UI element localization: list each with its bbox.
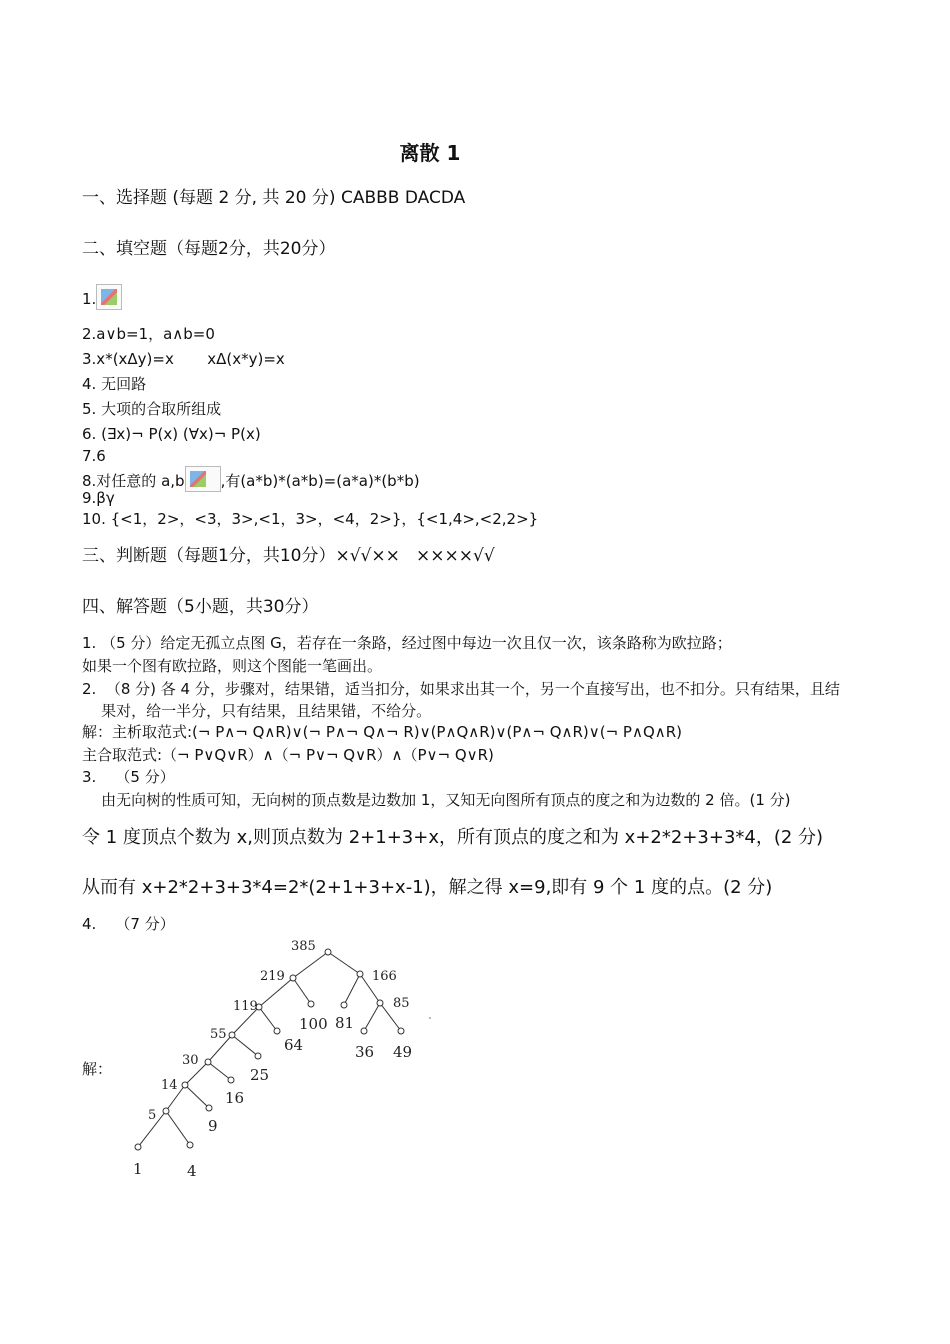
- fill-answer-10: 10. {<1，2>，<3，3>,<1，3>，<4，2>}，{<1,4>,<2,2>}: [82, 510, 539, 528]
- node-label-30: 30: [182, 1053, 199, 1068]
- section-choice: 一、选择题 (每题 2 分, 共 20 分) CABBB DACDA: [82, 188, 466, 208]
- q3-line-2: 由无向树的性质可知，无向树的顶点数是边数加 1，又知无向图所有顶点的度之和为边数的 2 倍。(1 分): [82, 791, 791, 809]
- tree-node: [398, 1028, 404, 1034]
- tree-node: [229, 1032, 235, 1038]
- tree-node: [325, 949, 331, 955]
- tree-node: [357, 971, 363, 977]
- tree-node: [308, 1001, 314, 1007]
- tree-node: [361, 1028, 367, 1034]
- section-judge: 三、判断题（每题1分，共10分）×√√×× ××××√√: [82, 546, 495, 566]
- node-label-49: 49: [393, 1043, 413, 1061]
- node-label-119: 119: [233, 999, 258, 1014]
- fill-answer-7: 7.6: [82, 447, 106, 465]
- node-label-219: 219: [260, 969, 285, 984]
- tree-node: [228, 1077, 234, 1083]
- fill-answer-5: 5. 大项的合取所组成: [82, 400, 222, 418]
- fill-answer-1-label: 1.: [82, 290, 97, 308]
- node-label-16: 16: [225, 1089, 245, 1107]
- fill-answer-8-suffix: ,有(a*b)*(a*b)=(a*a)*(b*b): [220, 472, 420, 490]
- node-label-385: 385: [291, 939, 316, 954]
- node-label-100: 100: [299, 1015, 328, 1033]
- fill-answer-6: 6. (∃x)¬ P(x) (∀x)¬ P(x): [82, 425, 261, 443]
- tree-node: [341, 1002, 347, 1008]
- tree-node: [205, 1059, 211, 1065]
- q1-line-2: 如果一个图有欧拉路，则这个图能一笔画出。: [82, 657, 383, 675]
- tree-node: [377, 1000, 383, 1006]
- q2-line-4: 主合取范式:（¬ P∨Q∨R）∧（¬ P∨¬ Q∨R）∧（P∨¬ Q∨R): [82, 746, 494, 764]
- node-label-1: 1: [133, 1160, 143, 1178]
- q4-line-1: 4. （7 分）: [82, 915, 175, 933]
- q1-line-1: 1. （5 分）给定无孤立点图 G，若存在一条路，经过图中每边一次且仅一次，该条路称为欧拉路；: [82, 634, 732, 652]
- node-label-81: 81: [335, 1014, 355, 1032]
- node-label-14: 14: [161, 1078, 178, 1093]
- node-label-64: 64: [284, 1036, 304, 1054]
- q3-line-3: 令 1 度顶点个数为 x,则顶点数为 2+1+3+x，所有顶点的度之和为 x+2*2+3+3*4，(2 分): [82, 827, 824, 848]
- q2-line-2: 果对，给一半分，只有结果，且结果错，不给分。: [82, 702, 432, 720]
- tree-node: [182, 1082, 188, 1088]
- q3-line-4: 从而有 x+2*2+3+3*4=2*(2+1+3+x-1)，解之得 x=9,即有 9 个 1 度的点。(2 分): [82, 877, 773, 898]
- q2-line-1: 2. （8 分) 各 4 分，步骤对，结果错，适当扣分，如果求出其一个，另一个直接写出，也不扣分。只有结果，且结: [82, 680, 840, 698]
- q2-line-3: 解：主析取范式:(¬ P∧¬ Q∧R)∨(¬ P∧¬ Q∧¬ R)∨(P∧Q∧R)∨(P∧¬ Q∧R)∨(¬ P∧Q∧R): [82, 723, 683, 741]
- document-title: 离散 1: [399, 141, 461, 165]
- q3-line-1: 3. （5 分）: [82, 768, 175, 786]
- tree-node: [255, 1053, 261, 1059]
- tree-node: [206, 1105, 212, 1111]
- fill-answer-2: 2.a∨b=1，a∧b=0: [82, 325, 215, 343]
- node-label-85: 85: [393, 996, 410, 1011]
- fill-answer-4: 4. 无回路: [82, 375, 147, 393]
- node-label-55: 55: [210, 1027, 227, 1042]
- fill-answer-9: 9.βγ: [82, 489, 115, 507]
- tree-node: [187, 1142, 193, 1148]
- node-label-5: 5: [148, 1108, 157, 1123]
- tree-node: [274, 1028, 280, 1034]
- node-label-9: 9: [208, 1117, 218, 1135]
- node-label-25: 25: [250, 1066, 270, 1084]
- node-label-166: 166: [372, 969, 397, 984]
- q4-solution-label: 解：: [82, 1060, 113, 1078]
- tree-node: [290, 975, 296, 981]
- fill-answer-8-prefix: 8.对任意的 a,b: [82, 472, 185, 490]
- tree-node: [135, 1144, 141, 1150]
- stray-dot: [429, 1017, 431, 1019]
- tree-node: [163, 1108, 169, 1114]
- node-label-4: 4: [187, 1162, 197, 1180]
- section-fill: 二、填空题（每题2分，共20分）: [82, 239, 336, 259]
- section-answer: 四、解答题（5小题，共30分）: [82, 597, 319, 617]
- node-label-36: 36: [355, 1043, 375, 1061]
- fill-answer-3: 3.x*(xΔy)=x xΔ(x*y)=x: [82, 350, 285, 368]
